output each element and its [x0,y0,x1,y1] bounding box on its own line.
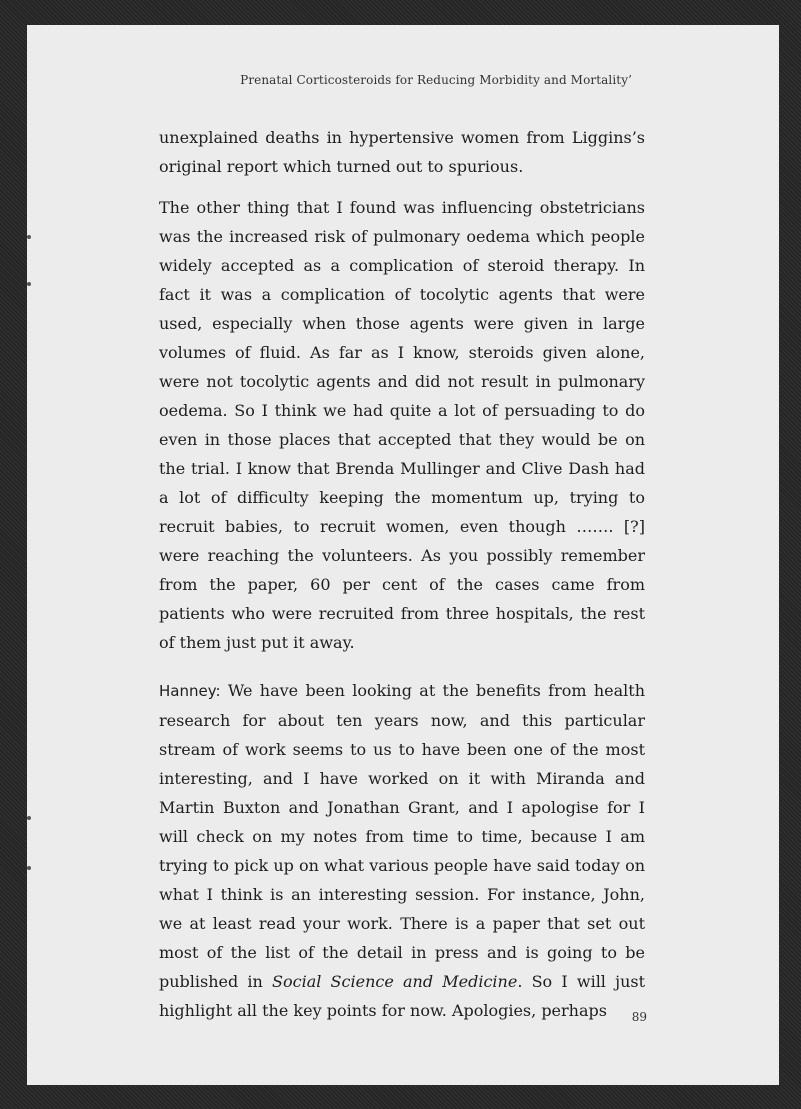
margin-dot [27,816,31,820]
running-header: Prenatal Corticosteroids for Reducing Morbidity and Mortality’ [240,73,632,87]
speaker-name: Hanney: [159,682,221,700]
margin-dot [27,866,31,870]
paragraph-3-text-before: We have been looking at the benefits from health research for about ten years now, and this particular stream of work seems to us to have been one of the most interesting, and I have worked on it with Miranda and Martin Buxton and Jonathan Grant, and I apologise for I will check on my notes from time to time, because I am trying to pick up on what various people have said today on what I think is an interesting session. For instance, John, we at least read your work. There is a paper that set out most of the list of the detail in press and is going to be published in [159,681,645,991]
document-page [27,25,779,1085]
paragraph-1-text: unexplained deaths in hypertensive women from Liggins’s original report which turned out to spurious. [159,128,645,176]
margin-dot [27,282,31,286]
journal-title: Social Science and Medicine [272,972,518,991]
paragraph-3-text [159,676,645,1025]
paragraph-3-text-after: . So I will just highlight all the key points for now. Apologies, perhaps [159,972,646,1020]
paragraph-2-text: The other thing that I found was influencing obstetricians was the increased risk of pulmonary oedema which people widely accepted as a complication of steroid therapy. In fact it was a complication of tocolytic agents that were used, especially when those agents were given in large volumes of fluid. As far as I know, steroids given alone, were not tocolytic agents and did not result in pulmonary oedema. So I think we had quite a lot of persuading to do even in those places that accepted that they would be on the trial. I know that Brenda Mullinger and Clive Dash had a lot of difficulty keeping the momentum up, trying to recruit babies, to recruit women, even though ……. [?] were reaching the volunteers. As you possibly remember from the paper, 60 per cent of the cases came from patients who were recruited from three hospitals, the rest of them just put it away. [159,198,645,652]
page-number: 89 [631,1010,647,1024]
margin-dot [27,235,31,239]
paragraph-3 [159,676,645,1025]
paragraph-1 [159,123,645,181]
paragraph-2 [159,193,645,657]
